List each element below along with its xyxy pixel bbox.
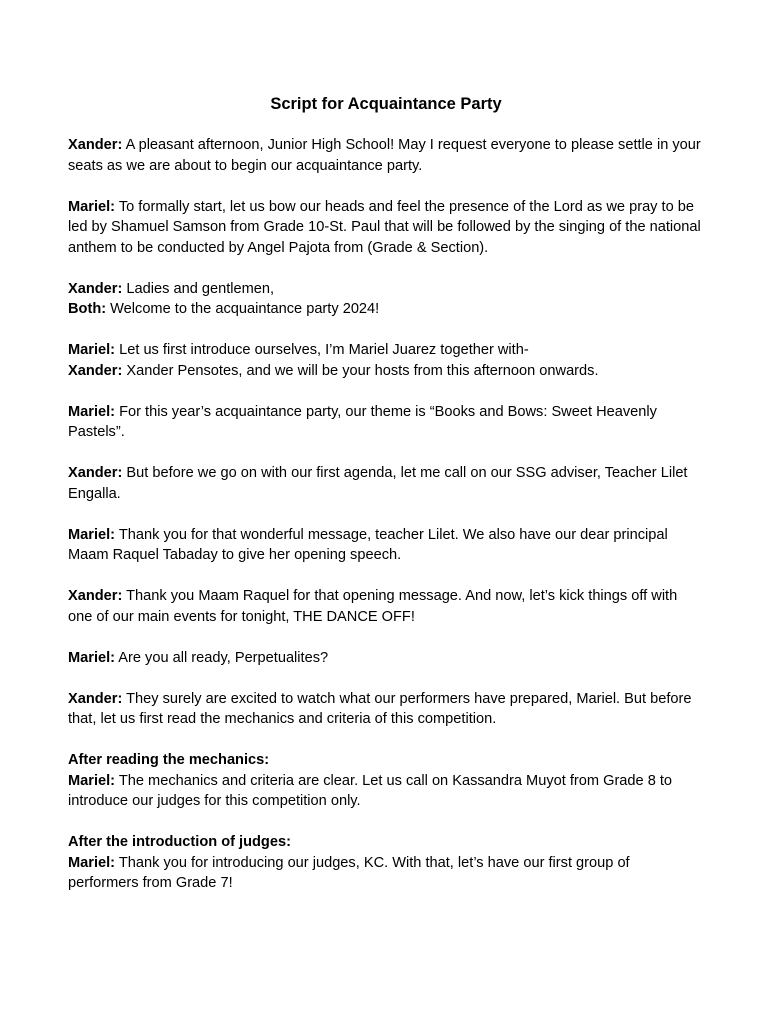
dialogue-line <box>68 340 704 361</box>
dialogue-text: But before we go on with our first agenda, let me call on our SSG adviser, Teacher Lilet Engalla. <box>68 465 688 502</box>
speaker-name: Xander: <box>68 362 123 379</box>
dialogue-text: Ladies and gentlemen, <box>122 280 275 297</box>
script-body <box>68 135 704 894</box>
dialogue-text: They surely are excited to watch what our performers have prepared, Mariel. But before that, let us first read the mechanics and criteria of this competition. <box>68 690 692 727</box>
dialogue-text: Thank you Maam Raquel for that opening message. And now, let’s kick things off with one of our main events for tonight, THE DANCE OFF! <box>68 588 678 625</box>
script-block <box>68 750 704 812</box>
dialogue-line <box>68 648 704 669</box>
speaker-name: Mariel: <box>68 526 116 543</box>
script-block <box>68 586 704 627</box>
speaker-name: Xander: <box>68 137 123 153</box>
dialogue-text: Are you all ready, Perpetualites? <box>115 649 329 666</box>
document-page <box>68 93 704 914</box>
dialogue-text: For this year’s acquaintance party, our theme is “Books and Bows: Sweet Heavenly Pastels”. <box>68 403 657 440</box>
section-heading: After reading the mechanics: <box>68 752 270 768</box>
script-block <box>68 279 704 320</box>
speaker-name: Mariel: <box>68 772 116 789</box>
dialogue-text: The mechanics and criteria are clear. Let us call on Kassandra Muyot from Grade 8 to introduce our judges for this competition only. <box>68 772 673 809</box>
speaker-name: Xander: <box>68 465 123 481</box>
script-block <box>68 402 704 443</box>
dialogue-line <box>68 402 704 443</box>
dialogue-text: Thank you for that wonderful message, teacher Lilet. We also have our dear principal Maam Raquel Tabaday to give her opening speech. <box>68 526 668 563</box>
dialogue-line <box>68 135 704 176</box>
script-block <box>68 135 704 176</box>
dialogue-line <box>68 197 704 259</box>
speaker-name: Mariel: <box>68 342 116 358</box>
speaker-name: Mariel: <box>68 649 116 666</box>
speaker-name: Xander: <box>68 690 123 707</box>
dialogue-text: Let us first introduce ourselves, I’m Mariel Juarez together with- <box>115 342 529 358</box>
dialogue-line <box>68 299 704 320</box>
speaker-name: Xander: <box>68 588 123 604</box>
dialogue-text: Welcome to the acquaintance party 2024! <box>106 301 380 317</box>
speaker-name: Mariel: <box>68 198 116 215</box>
dialogue-line <box>68 586 704 627</box>
dialogue-line <box>68 771 704 812</box>
dialogue-line <box>68 463 704 504</box>
speaker-name: Mariel: <box>68 403 116 420</box>
script-block <box>68 689 704 730</box>
dialogue-text: Thank you for introducing our judges, KC. With that, let’s have our first group of performers from Grade 7! <box>68 854 630 891</box>
dialogue-line <box>68 525 704 566</box>
dialogue-text: Xander Pensotes, and we will be your hosts from this afternoon onwards. <box>122 362 599 379</box>
speaker-name: Xander: <box>68 280 123 297</box>
dialogue-line <box>68 361 704 382</box>
speaker-name: Both: <box>68 301 107 317</box>
script-block <box>68 340 704 381</box>
section-heading: After the introduction of judges: <box>68 834 291 850</box>
dialogue-line <box>68 279 704 300</box>
script-block <box>68 832 704 894</box>
script-block <box>68 463 704 504</box>
page-title: Script for Acquaintance Party <box>270 95 502 113</box>
script-block <box>68 525 704 566</box>
script-block <box>68 197 704 259</box>
dialogue-text: To formally start, let us bow our heads and feel the presence of the Lord as we pray to be led by Shamuel Samson from Grade 10-St. Paul that will be followed by the singing of the national anthem to be conducted by Angel Pajota from (Grade & Section). <box>68 198 701 256</box>
script-block <box>68 648 704 669</box>
dialogue-line <box>68 853 704 894</box>
dialogue-text: A pleasant afternoon, Junior High School! May I request everyone to please settle in your seats as we are about to begin our acquaintance party. <box>68 137 701 174</box>
dialogue-line <box>68 689 704 730</box>
speaker-name: Mariel: <box>68 854 116 871</box>
